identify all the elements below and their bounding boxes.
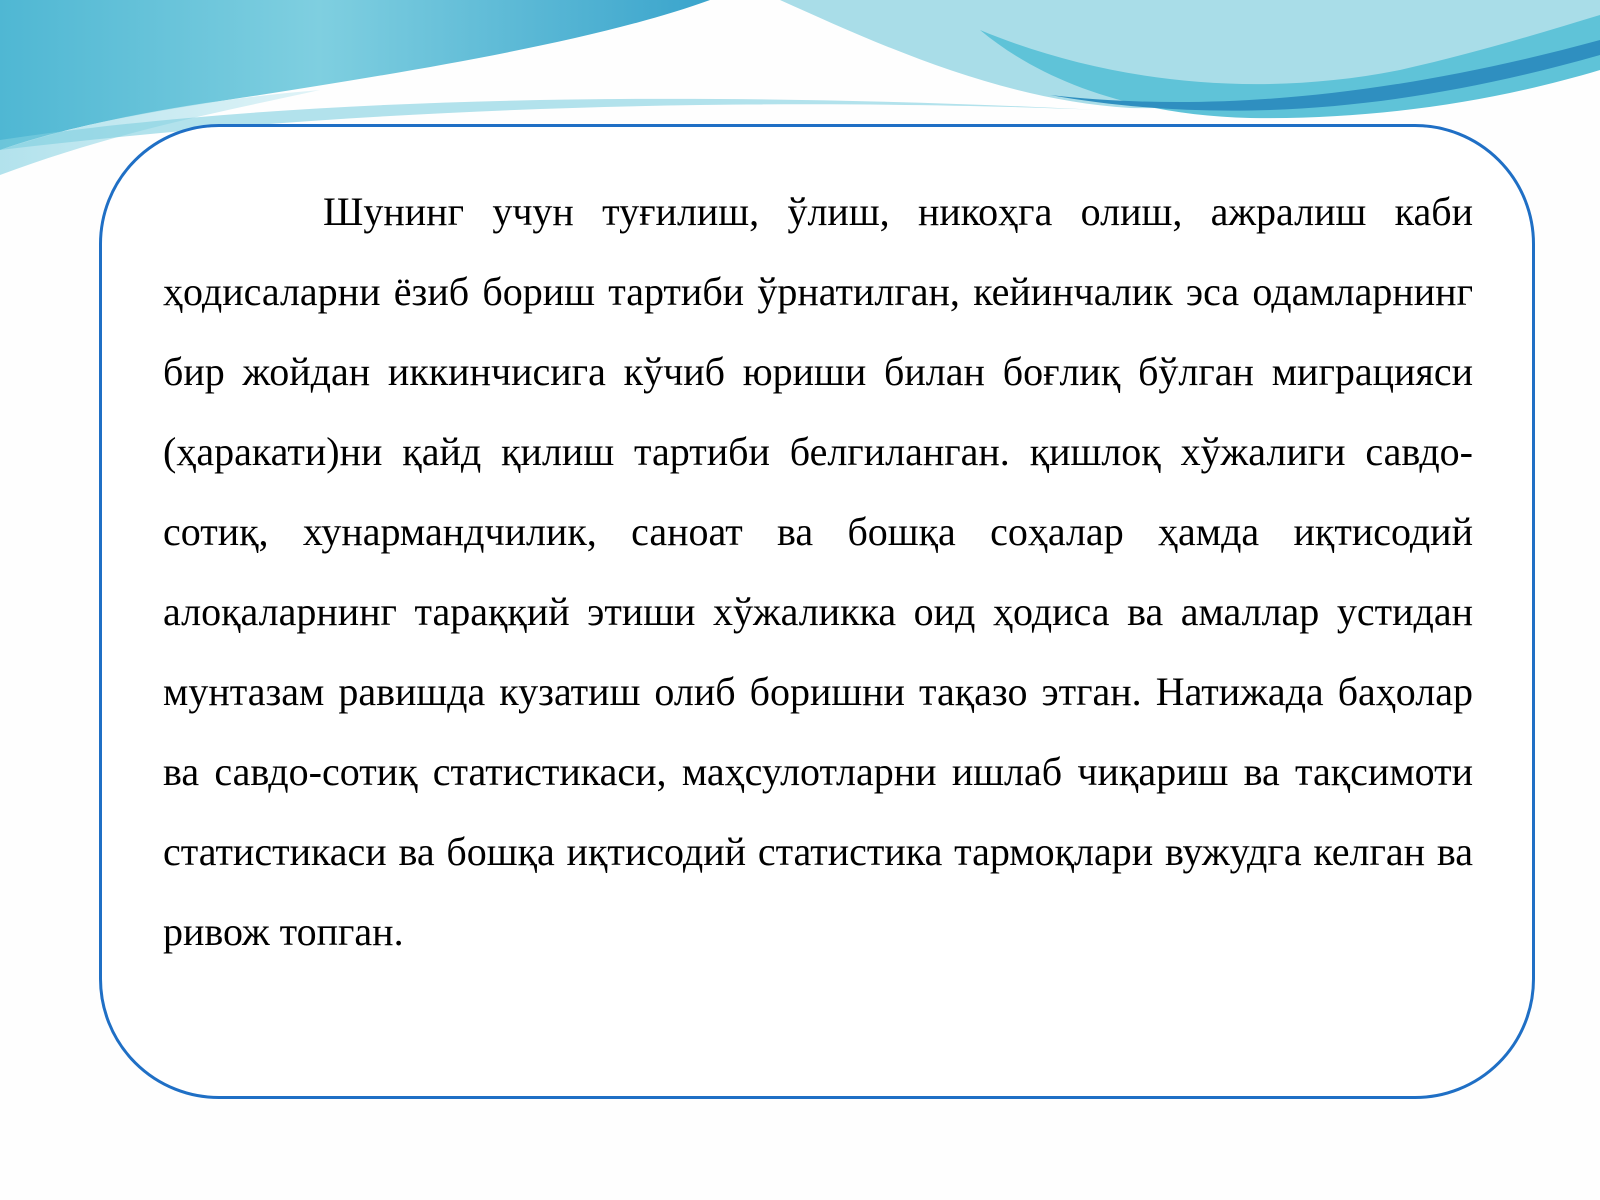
body-paragraph: Шунинг учун туғилиш, ўлиш, никоҳга олиш, ажралиш каби ҳодисаларни ёзиб бориш тартиби ўрнатилган, кейинчалик эса одамларнинг бир жойдан иккинчисига кўчиб юриши билан боғлиқ бўлган миграцияси (ҳаракати)ни қайд қилиш тартиби белгиланган. қишлоқ хўжалиги савдо- сотиқ, хунармандчилик, саноат ва бошқа соҳалар ҳамда иқтисодий алоқаларнинг тараққий этиши хўжаликка оид ҳодиса ва амаллар устидан мунтазам равишда кузатиш олиб боришни тақазо этган. Натижада баҳолар ва савдо-сотиқ статистикаси, маҳсулотларни ишлаб чиқариш ва тақсимоти статистикаси ва бошқа иқтисодий статистика тармоқлари вужудга келган ва ривож топган. (163, 189, 1473, 954)
